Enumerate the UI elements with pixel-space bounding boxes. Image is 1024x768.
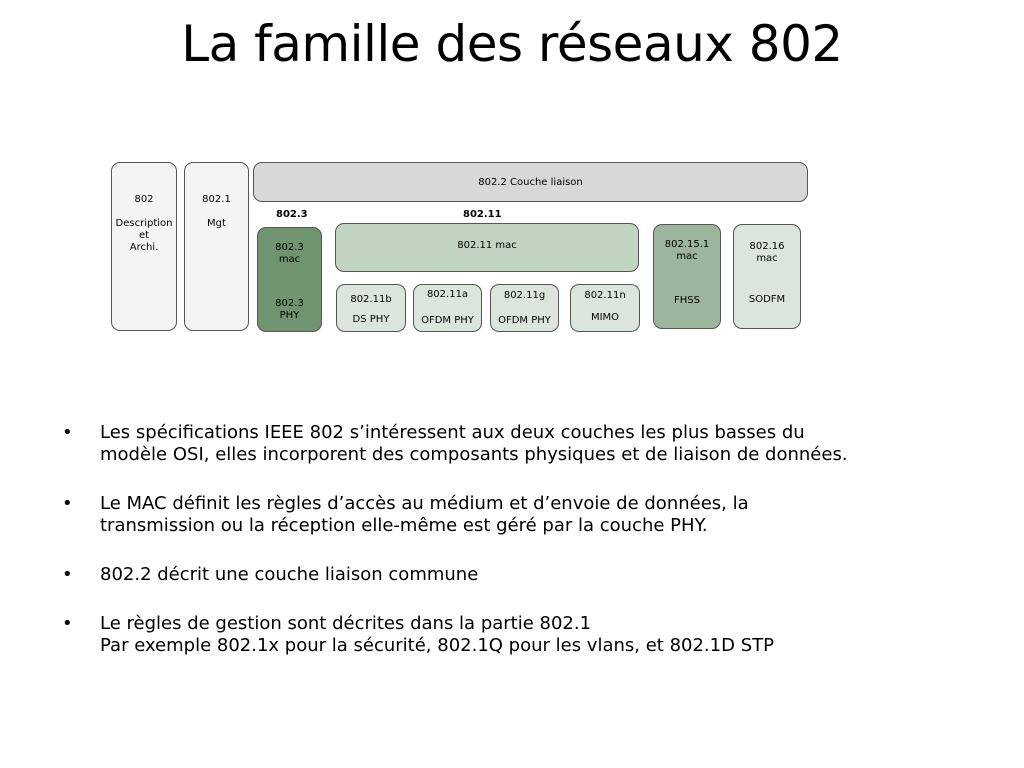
bullet-item: [60, 422, 960, 466]
box-80216-mac-text: 802.16 mac: [749, 241, 785, 264]
box-8023-mac-text: 802.3 mac: [275, 242, 304, 265]
box-802151: [653, 224, 721, 329]
bullet-list: [60, 422, 960, 684]
bullet-item: [60, 493, 960, 537]
bullet-marker: •: [62, 613, 73, 634]
box-8023: [257, 227, 322, 332]
box-802151-phy-text: FHSS: [674, 295, 700, 306]
box-80211-mac: [335, 223, 639, 272]
bullet-item: [60, 564, 960, 586]
box-8022-llc: [253, 162, 808, 202]
box-80211b-desc: DS PHY: [352, 314, 390, 325]
box-80211g: [490, 284, 559, 332]
bullet-text: transmission ou la réception elle-même est géré par la couche PHY.: [100, 515, 708, 536]
box-8021-text: 802.1 Mgt: [202, 194, 231, 229]
box-80211a: [413, 284, 482, 332]
bullet-marker: •: [62, 422, 73, 443]
box-80211b: [336, 284, 406, 332]
box-8022-text: 802.2 Couche liaison: [478, 177, 583, 188]
group-label-80211: 802.11: [463, 209, 502, 220]
bullet-text: 802.2 décrit une couche liaison commune: [100, 564, 479, 585]
box-80211b-name: 802.11b: [350, 294, 392, 305]
box-80211g-desc: OFDM PHY: [498, 315, 551, 326]
box-8021-mgt: [184, 162, 249, 331]
box-802151-mac-text: 802.15.1 mac: [664, 239, 710, 262]
box-802-description: [111, 162, 177, 331]
box-80216-phy-text: SODFM: [748, 294, 786, 305]
bullet-text: Le MAC définit les règles d’accès au médium et d’envoie de données, la: [100, 493, 749, 514]
box-80211a-desc: OFDM PHY: [421, 315, 474, 326]
bullet-item: [60, 613, 960, 657]
box-80211-mac-text: 802.11 mac: [457, 240, 517, 251]
group-label-8023: 802.3: [276, 209, 308, 220]
bullet-marker: •: [62, 493, 73, 514]
box-802-text: 802 Description et Archi.: [115, 194, 173, 253]
box-80216: [733, 224, 801, 329]
bullet-marker: •: [62, 564, 73, 585]
box-8023-phy-text: 802.3 PHY: [275, 298, 304, 321]
box-80211a-name: 802.11a: [426, 289, 469, 300]
box-80211n-desc: MIMO: [590, 312, 620, 323]
box-80211n: [570, 284, 640, 332]
box-80211n-name: 802.11n: [584, 290, 626, 301]
bullet-text: Par exemple 802.1x pour la sécurité, 802.1Q pour les vlans, et 802.1D STP: [100, 635, 774, 656]
page-title: La famille des réseaux 802: [181, 15, 843, 73]
bullet-text: Le règles de gestion sont décrites dans la partie 802.1: [100, 613, 592, 634]
bullet-text: Les spécifications IEEE 802 s’intéressent aux deux couches les plus basses du: [100, 422, 805, 443]
bullet-text: modèle OSI, elles incorporent des composants physiques et de liaison de données.: [100, 444, 848, 465]
box-80211g-name: 802.11g: [503, 290, 546, 301]
